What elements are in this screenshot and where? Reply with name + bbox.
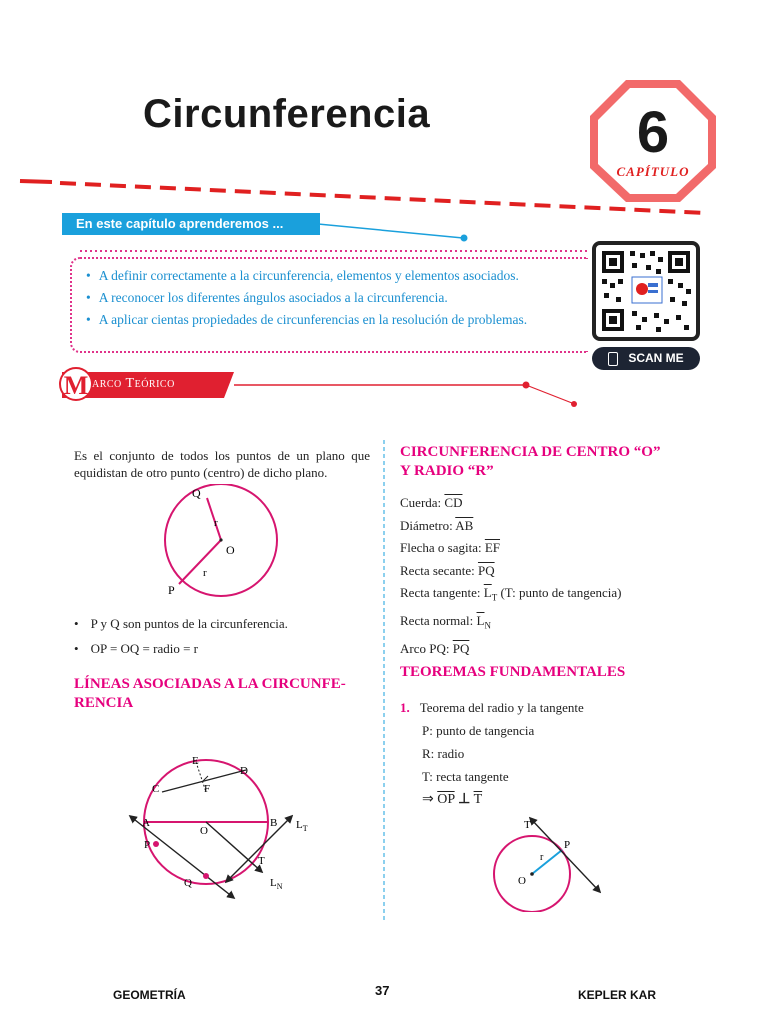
goal-item: • A aplicar cientas propiedades de circunferencias en la resolución de problemas. bbox=[86, 312, 528, 327]
svg-text:O: O bbox=[200, 825, 208, 837]
section-title-teoremas: TEOREMAS FUNDAMENTALES bbox=[400, 664, 626, 680]
circle-radius-figure bbox=[150, 484, 290, 604]
banner-connector bbox=[318, 218, 478, 248]
svg-text:P: P bbox=[564, 839, 571, 851]
chapter-label: CAPÍTULO bbox=[616, 164, 690, 179]
footer-publisher: KEPLER KAR bbox=[578, 988, 657, 1002]
theorem-line: P: punto de tangencia bbox=[422, 723, 535, 738]
marco-teorico-label: arco Teórico bbox=[92, 376, 175, 391]
page-number: 37 bbox=[375, 983, 390, 998]
footer-subject: GEOMETRÍA bbox=[113, 988, 186, 1002]
bullet-item: • P y Q son puntos de la circunferencia. bbox=[74, 616, 288, 631]
element-item: Diámetro: $\overline{AB}$ bbox=[400, 517, 474, 533]
column-divider bbox=[382, 440, 386, 920]
goals-box bbox=[70, 257, 588, 353]
svg-text:T: T bbox=[258, 855, 265, 867]
tangent-radius-figure bbox=[488, 812, 608, 912]
scan-me-button[interactable]: SCAN ME bbox=[592, 347, 700, 370]
element-item: Recta tangente: $\overline{L}_T$ (T: punto de tangencia) bbox=[400, 585, 622, 603]
svg-text:LT: $L_T$ bbox=[296, 819, 308, 833]
phone-icon bbox=[608, 352, 618, 366]
svg-text:O: O bbox=[518, 875, 526, 887]
element-item: Cuerda: $\overline{CD}$ bbox=[400, 495, 463, 510]
element-item: Flecha o sagita: $\overline{EF}$ bbox=[400, 540, 501, 555]
chapter-goals-banner: En este capítulo aprenderemos ... bbox=[62, 213, 320, 235]
svg-text:r: r bbox=[214, 517, 218, 529]
bullet-item: • OP = OQ = radio = r bbox=[74, 641, 199, 656]
definition-text: Es el conjunto de todos los puntos de un plano que equidistan de otro punto (centro) de dicho plano. bbox=[74, 448, 370, 480]
implies-icon: ⇒ bbox=[422, 792, 434, 807]
section-title-circunferencia: CIRCUNFERENCIA DE CENTRO “O” Y RADIO “R” bbox=[400, 444, 661, 479]
theorem-line: R: radio bbox=[422, 746, 465, 761]
goals-top-border bbox=[80, 248, 590, 254]
svg-text:LN: $L_N$ bbox=[270, 877, 283, 891]
svg-text:r: r bbox=[203, 567, 207, 579]
svg-text:r: r bbox=[540, 852, 544, 863]
svg-text:F: F bbox=[204, 783, 211, 795]
qr-pattern bbox=[596, 245, 696, 337]
svg-text:A: A bbox=[142, 817, 150, 829]
lines-associated-figure bbox=[122, 752, 332, 900]
svg-text:M: M bbox=[63, 371, 89, 400]
section-title-lineas: LÍNEAS ASOCIADAS A LA CIRCUNFE- RENCIA bbox=[74, 676, 346, 711]
theorem-conclusion: ⇒ $\overline{OP}$ ⊥ $\overline{T}$ bbox=[422, 792, 483, 807]
marco-connector bbox=[234, 375, 584, 411]
svg-text:B: B bbox=[270, 817, 278, 829]
marco-initial-badge bbox=[58, 366, 94, 402]
element-item: Arco PQ: $\overline{PQ}$ bbox=[400, 641, 470, 657]
element-item: Recta secante: $\overline{PQ}$ bbox=[400, 562, 495, 578]
svg-text:Q: Q bbox=[192, 486, 201, 500]
elements-list bbox=[400, 494, 700, 663]
svg-text:T: T bbox=[524, 819, 531, 831]
goal-item: • A definir correctamente a la circunferencia, elementos y elementos asociados. bbox=[86, 268, 519, 283]
page-title: Circunferencia bbox=[143, 92, 431, 136]
chapter-number: 6 bbox=[636, 100, 670, 165]
svg-text:P: P bbox=[168, 583, 175, 597]
element-item: Recta normal: $\overline{L}_N$ bbox=[400, 613, 491, 631]
svg-text:C: C bbox=[152, 783, 160, 795]
qr-code[interactable] bbox=[592, 241, 700, 341]
theorem-1: 1. Teorema del radio y la tangente bbox=[400, 700, 584, 715]
svg-text:P: P bbox=[144, 839, 151, 851]
svg-text:O: O bbox=[226, 543, 235, 557]
goal-item: • A reconocer los diferentes ángulos asociados a la circunferencia. bbox=[86, 290, 448, 305]
svg-text:D: D bbox=[240, 765, 248, 777]
svg-text:Q: Q bbox=[184, 877, 192, 889]
theorem-line: T: recta tangente bbox=[422, 769, 509, 784]
svg-text:E: E bbox=[192, 755, 199, 767]
